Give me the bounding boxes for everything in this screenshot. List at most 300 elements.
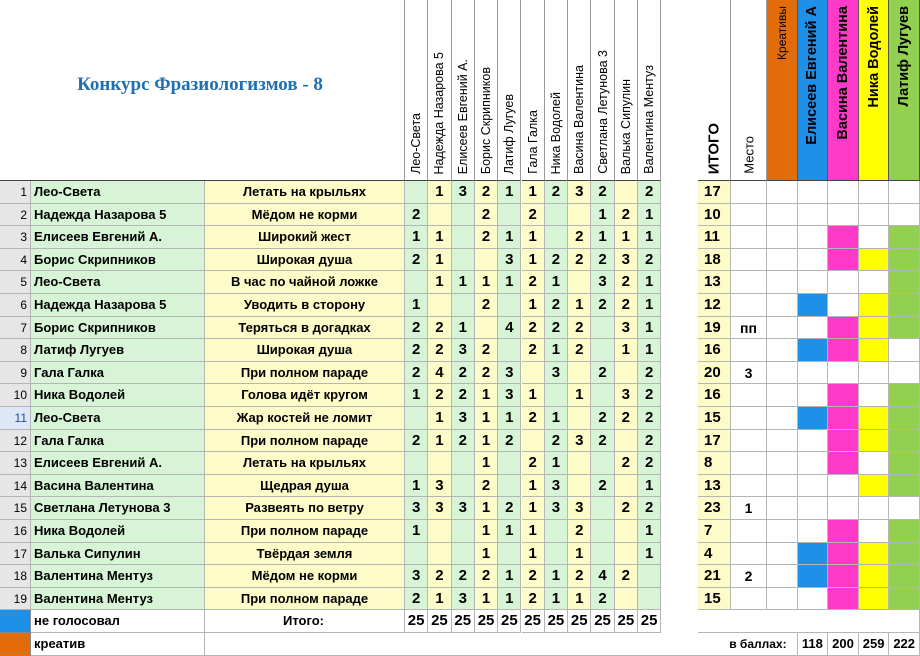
score-cell[interactable]: 1 <box>522 520 545 543</box>
judge-mark-cell[interactable] <box>828 339 859 362</box>
score-cell[interactable]: 3 <box>498 384 521 407</box>
score-cell[interactable]: 2 <box>428 565 451 588</box>
judge-header-5[interactable] <box>889 0 920 181</box>
participant-name[interactable]: Валька Сипулин <box>31 543 205 566</box>
row-number[interactable]: 8 <box>0 339 31 362</box>
score-cell[interactable]: 1 <box>638 204 661 227</box>
score-cell[interactable]: 2 <box>452 430 475 453</box>
judge-mark-cell[interactable] <box>859 294 890 317</box>
score-cell[interactable]: 1 <box>405 384 428 407</box>
judge-mark-cell[interactable] <box>859 430 890 453</box>
row-place[interactable]: пп <box>731 317 767 340</box>
column-header-11[interactable] <box>638 0 661 181</box>
score-cell[interactable] <box>498 294 521 317</box>
score-cell[interactable] <box>522 362 545 385</box>
judge-mark-cell[interactable] <box>889 339 920 362</box>
judge-mark-cell[interactable] <box>828 543 859 566</box>
participant-name[interactable]: Борис Скрипников <box>31 249 205 272</box>
judge-mark-cell[interactable] <box>828 317 859 340</box>
score-cell[interactable] <box>405 452 428 475</box>
score-cell[interactable]: 2 <box>428 317 451 340</box>
judge-mark-cell[interactable] <box>767 339 798 362</box>
score-cell[interactable]: 2 <box>475 565 498 588</box>
judge-mark-cell[interactable] <box>767 181 798 204</box>
score-cell[interactable]: 2 <box>568 226 591 249</box>
score-cell[interactable]: 2 <box>452 565 475 588</box>
judge-mark-cell[interactable] <box>828 226 859 249</box>
judge-mark-cell[interactable] <box>889 362 920 385</box>
score-cell[interactable]: 2 <box>405 204 428 227</box>
score-cell[interactable] <box>428 294 451 317</box>
score-cell[interactable]: 3 <box>568 497 591 520</box>
judge-mark-cell[interactable] <box>767 475 798 498</box>
row-total[interactable]: 12 <box>698 294 731 317</box>
row-place[interactable] <box>731 430 767 453</box>
judge-mark-cell[interactable] <box>859 204 890 227</box>
score-cell[interactable]: 2 <box>522 271 545 294</box>
participant-name[interactable]: Валентина Ментуз <box>31 588 205 611</box>
row-total[interactable]: 18 <box>698 249 731 272</box>
judge-mark-cell[interactable] <box>767 452 798 475</box>
judge-mark-cell[interactable] <box>828 497 859 520</box>
row-number[interactable]: 1 <box>0 181 31 204</box>
score-cell[interactable]: 1 <box>428 407 451 430</box>
judge-mark-cell[interactable] <box>828 475 859 498</box>
score-cell[interactable]: 1 <box>568 543 591 566</box>
row-number[interactable]: 18 <box>0 565 31 588</box>
phraseologism[interactable]: Летать на крыльях <box>205 181 405 204</box>
row-total[interactable]: 16 <box>698 339 731 362</box>
score-cell[interactable]: 3 <box>428 475 451 498</box>
score-cell[interactable] <box>498 339 521 362</box>
phraseologism[interactable]: Голова идёт кругом <box>205 384 405 407</box>
score-cell[interactable]: 1 <box>475 543 498 566</box>
score-cell[interactable]: 2 <box>475 475 498 498</box>
row-number[interactable]: 10 <box>0 384 31 407</box>
row-place[interactable] <box>731 543 767 566</box>
score-cell[interactable]: 2 <box>475 339 498 362</box>
place-header[interactable] <box>731 0 767 181</box>
judge-mark-cell[interactable] <box>859 181 890 204</box>
judge-mark-cell[interactable] <box>828 362 859 385</box>
score-cell[interactable]: 3 <box>498 362 521 385</box>
score-cell[interactable]: 1 <box>498 226 521 249</box>
score-cell[interactable]: 1 <box>568 384 591 407</box>
participant-name[interactable]: Елисеев Евгений А. <box>31 226 205 249</box>
row-total[interactable]: 19 <box>698 317 731 340</box>
participant-name[interactable]: Лео-Света <box>31 407 205 430</box>
score-cell[interactable] <box>591 452 614 475</box>
score-cell[interactable] <box>405 271 428 294</box>
score-cell[interactable]: 2 <box>498 430 521 453</box>
row-place[interactable]: 1 <box>731 497 767 520</box>
score-cell[interactable]: 4 <box>591 565 614 588</box>
judge-mark-cell[interactable] <box>828 204 859 227</box>
score-cell[interactable]: 3 <box>568 430 591 453</box>
judge-mark-cell[interactable] <box>889 543 920 566</box>
judge-mark-cell[interactable] <box>889 497 920 520</box>
score-cell[interactable] <box>428 204 451 227</box>
row-number[interactable]: 6 <box>0 294 31 317</box>
score-cell[interactable]: 4 <box>428 362 451 385</box>
judge-mark-cell[interactable] <box>889 588 920 611</box>
judge-mark-cell[interactable] <box>767 497 798 520</box>
judge-mark-cell[interactable] <box>859 317 890 340</box>
score-cell[interactable] <box>615 362 638 385</box>
judge-mark-cell[interactable] <box>798 543 829 566</box>
score-cell[interactable]: 1 <box>428 249 451 272</box>
judge-mark-cell[interactable] <box>798 362 829 385</box>
score-cell[interactable]: 1 <box>475 407 498 430</box>
score-cell[interactable]: 1 <box>405 226 428 249</box>
judge-mark-cell[interactable] <box>889 565 920 588</box>
phraseologism[interactable]: Широкий жест <box>205 226 405 249</box>
row-place[interactable] <box>731 249 767 272</box>
participant-name[interactable]: Светлана Летунова 3 <box>31 497 205 520</box>
row-total[interactable]: 7 <box>698 520 731 543</box>
judge-mark-cell[interactable] <box>767 271 798 294</box>
judge-mark-cell[interactable] <box>767 543 798 566</box>
judge-mark-cell[interactable] <box>767 249 798 272</box>
score-cell[interactable]: 2 <box>615 294 638 317</box>
judge-mark-cell[interactable] <box>798 475 829 498</box>
judge-mark-cell[interactable] <box>859 226 890 249</box>
score-cell[interactable]: 1 <box>498 181 521 204</box>
participant-name[interactable]: Гала Галка <box>31 362 205 385</box>
score-cell[interactable] <box>405 181 428 204</box>
score-cell[interactable]: 1 <box>615 339 638 362</box>
score-cell[interactable]: 2 <box>591 362 614 385</box>
score-cell[interactable]: 3 <box>452 588 475 611</box>
judge-mark-cell[interactable] <box>828 181 859 204</box>
score-cell[interactable]: 2 <box>522 339 545 362</box>
participant-name[interactable]: Борис Скрипников <box>31 317 205 340</box>
score-cell[interactable]: 2 <box>638 249 661 272</box>
judge-mark-cell[interactable] <box>798 226 829 249</box>
score-cell[interactable] <box>498 475 521 498</box>
score-cell[interactable] <box>615 543 638 566</box>
score-cell[interactable] <box>568 362 591 385</box>
row-total[interactable]: 13 <box>698 271 731 294</box>
score-cell[interactable]: 3 <box>591 271 614 294</box>
phraseologism[interactable]: При полном параде <box>205 520 405 543</box>
score-cell[interactable]: 1 <box>475 497 498 520</box>
score-cell[interactable]: 1 <box>522 384 545 407</box>
phraseologism[interactable]: Теряться в догадках <box>205 317 405 340</box>
score-cell[interactable]: 1 <box>615 226 638 249</box>
judge-mark-cell[interactable] <box>798 430 829 453</box>
score-cell[interactable] <box>475 249 498 272</box>
judge-mark-cell[interactable] <box>859 339 890 362</box>
row-number[interactable]: 13 <box>0 452 31 475</box>
score-cell[interactable]: 1 <box>452 317 475 340</box>
score-cell[interactable]: 1 <box>428 271 451 294</box>
judge-mark-cell[interactable] <box>859 520 890 543</box>
row-number[interactable]: 12 <box>0 430 31 453</box>
judge-mark-cell[interactable] <box>859 249 890 272</box>
score-cell[interactable]: 2 <box>615 407 638 430</box>
score-cell[interactable]: 3 <box>615 249 638 272</box>
score-cell[interactable]: 1 <box>545 271 568 294</box>
judge-mark-cell[interactable] <box>798 407 829 430</box>
row-total[interactable]: 23 <box>698 497 731 520</box>
score-cell[interactable]: 1 <box>638 520 661 543</box>
row-place[interactable] <box>731 271 767 294</box>
judge-mark-cell[interactable] <box>859 452 890 475</box>
phraseologism[interactable]: Мёдом не корми <box>205 565 405 588</box>
score-cell[interactable] <box>591 497 614 520</box>
row-total[interactable]: 8 <box>698 452 731 475</box>
score-cell[interactable]: 2 <box>638 407 661 430</box>
participant-name[interactable]: Латиф Лугуев <box>31 339 205 362</box>
score-cell[interactable]: 1 <box>452 271 475 294</box>
score-cell[interactable]: 2 <box>615 452 638 475</box>
score-cell[interactable] <box>615 588 638 611</box>
score-cell[interactable]: 2 <box>638 430 661 453</box>
score-cell[interactable] <box>405 543 428 566</box>
column-header-8[interactable] <box>568 0 591 181</box>
judge-mark-cell[interactable] <box>798 181 829 204</box>
judge-mark-cell[interactable] <box>798 294 829 317</box>
row-place[interactable] <box>731 294 767 317</box>
judge-mark-cell[interactable] <box>889 452 920 475</box>
judge-mark-cell[interactable] <box>767 588 798 611</box>
row-place[interactable] <box>731 204 767 227</box>
judge-mark-cell[interactable] <box>798 271 829 294</box>
judge-header-4[interactable] <box>859 0 890 181</box>
judge-mark-cell[interactable] <box>889 249 920 272</box>
score-cell[interactable] <box>428 520 451 543</box>
score-cell[interactable]: 3 <box>405 497 428 520</box>
judge-mark-cell[interactable] <box>798 452 829 475</box>
judge-mark-cell[interactable] <box>798 565 829 588</box>
score-cell[interactable]: 2 <box>475 294 498 317</box>
score-cell[interactable] <box>522 430 545 453</box>
score-cell[interactable] <box>638 565 661 588</box>
row-total[interactable]: 4 <box>698 543 731 566</box>
score-cell[interactable] <box>475 317 498 340</box>
score-cell[interactable]: 2 <box>615 565 638 588</box>
score-cell[interactable]: 2 <box>591 430 614 453</box>
column-header-9[interactable] <box>591 0 614 181</box>
phraseologism[interactable]: В час по чайной ложке <box>205 271 405 294</box>
judge-mark-cell[interactable] <box>798 317 829 340</box>
judge-mark-cell[interactable] <box>889 317 920 340</box>
score-cell[interactable] <box>452 520 475 543</box>
judge-mark-cell[interactable] <box>859 565 890 588</box>
score-cell[interactable] <box>428 543 451 566</box>
column-header-5[interactable] <box>498 0 521 181</box>
judge-mark-cell[interactable] <box>859 497 890 520</box>
score-cell[interactable]: 1 <box>591 204 614 227</box>
judge-mark-cell[interactable] <box>828 430 859 453</box>
judge-mark-cell[interactable] <box>859 588 890 611</box>
score-cell[interactable] <box>591 384 614 407</box>
score-cell[interactable] <box>545 543 568 566</box>
judge-mark-cell[interactable] <box>828 588 859 611</box>
score-cell[interactable]: 1 <box>522 497 545 520</box>
score-cell[interactable]: 2 <box>452 362 475 385</box>
row-place[interactable] <box>731 339 767 362</box>
score-cell[interactable]: 1 <box>498 271 521 294</box>
participant-name[interactable]: Ника Водолей <box>31 520 205 543</box>
judge-mark-cell[interactable] <box>767 317 798 340</box>
score-cell[interactable]: 4 <box>498 317 521 340</box>
score-cell[interactable] <box>545 384 568 407</box>
score-cell[interactable]: 2 <box>591 588 614 611</box>
judge-mark-cell[interactable] <box>889 204 920 227</box>
score-cell[interactable]: 3 <box>405 565 428 588</box>
score-cell[interactable]: 1 <box>428 226 451 249</box>
score-cell[interactable]: 3 <box>615 384 638 407</box>
score-cell[interactable] <box>615 181 638 204</box>
score-cell[interactable]: 2 <box>638 181 661 204</box>
participant-name[interactable]: Лео-Света <box>31 271 205 294</box>
score-cell[interactable]: 2 <box>405 317 428 340</box>
score-cell[interactable] <box>638 588 661 611</box>
score-cell[interactable] <box>452 204 475 227</box>
row-number[interactable]: 19 <box>0 588 31 611</box>
score-cell[interactable]: 1 <box>405 475 428 498</box>
row-total[interactable]: 17 <box>698 181 731 204</box>
judge-mark-cell[interactable] <box>859 384 890 407</box>
score-cell[interactable]: 1 <box>405 294 428 317</box>
score-cell[interactable]: 1 <box>522 181 545 204</box>
judge-mark-cell[interactable] <box>889 271 920 294</box>
score-cell[interactable] <box>591 317 614 340</box>
row-total[interactable]: 17 <box>698 430 731 453</box>
score-cell[interactable] <box>498 204 521 227</box>
score-cell[interactable]: 2 <box>475 362 498 385</box>
judge-mark-cell[interactable] <box>889 384 920 407</box>
score-cell[interactable]: 2 <box>475 226 498 249</box>
judge-mark-cell[interactable] <box>859 407 890 430</box>
score-cell[interactable]: 2 <box>405 430 428 453</box>
score-cell[interactable]: 2 <box>522 407 545 430</box>
judge-mark-cell[interactable] <box>798 520 829 543</box>
score-cell[interactable]: 1 <box>428 430 451 453</box>
judge-mark-cell[interactable] <box>828 452 859 475</box>
score-cell[interactable]: 3 <box>545 497 568 520</box>
row-number[interactable]: 4 <box>0 249 31 272</box>
phraseologism[interactable]: Твёрдая земля <box>205 543 405 566</box>
score-cell[interactable]: 1 <box>522 226 545 249</box>
participant-name[interactable]: Надежда Назарова 5 <box>31 294 205 317</box>
score-cell[interactable] <box>452 226 475 249</box>
participant-name[interactable]: Елисеев Евгений А. <box>31 452 205 475</box>
participant-name[interactable]: Гала Галка <box>31 430 205 453</box>
score-cell[interactable] <box>452 294 475 317</box>
judge-mark-cell[interactable] <box>767 565 798 588</box>
score-cell[interactable]: 2 <box>591 475 614 498</box>
judge-mark-cell[interactable] <box>767 362 798 385</box>
score-cell[interactable]: 1 <box>545 407 568 430</box>
score-cell[interactable]: 1 <box>475 384 498 407</box>
score-cell[interactable]: 1 <box>428 181 451 204</box>
judge-mark-cell[interactable] <box>889 181 920 204</box>
row-place[interactable] <box>731 475 767 498</box>
row-place[interactable] <box>731 181 767 204</box>
score-cell[interactable]: 1 <box>591 226 614 249</box>
score-cell[interactable]: 2 <box>452 384 475 407</box>
score-cell[interactable]: 2 <box>638 497 661 520</box>
row-number[interactable]: 2 <box>0 204 31 227</box>
score-cell[interactable]: 2 <box>428 339 451 362</box>
score-cell[interactable]: 1 <box>475 520 498 543</box>
judge-mark-cell[interactable] <box>798 497 829 520</box>
score-cell[interactable]: 2 <box>568 317 591 340</box>
score-cell[interactable]: 3 <box>545 475 568 498</box>
row-number[interactable]: 14 <box>0 475 31 498</box>
judge-header-1[interactable] <box>767 0 798 181</box>
participant-name[interactable]: Лео-Света <box>31 181 205 204</box>
score-cell[interactable] <box>498 452 521 475</box>
judge-mark-cell[interactable] <box>798 384 829 407</box>
judge-mark-cell[interactable] <box>859 271 890 294</box>
score-cell[interactable]: 1 <box>522 543 545 566</box>
judge-mark-cell[interactable] <box>889 475 920 498</box>
judge-mark-cell[interactable] <box>828 294 859 317</box>
row-place[interactable] <box>731 452 767 475</box>
score-cell[interactable]: 2 <box>615 271 638 294</box>
phraseologism[interactable]: Развеять по ветру <box>205 497 405 520</box>
score-cell[interactable]: 1 <box>522 249 545 272</box>
judge-mark-cell[interactable] <box>828 271 859 294</box>
score-cell[interactable]: 2 <box>405 339 428 362</box>
row-place[interactable] <box>731 407 767 430</box>
judge-mark-cell[interactable] <box>828 407 859 430</box>
score-cell[interactable]: 3 <box>615 317 638 340</box>
row-total[interactable]: 15 <box>698 588 731 611</box>
score-cell[interactable]: 2 <box>638 384 661 407</box>
score-cell[interactable]: 2 <box>591 181 614 204</box>
row-place[interactable] <box>731 384 767 407</box>
score-cell[interactable]: 1 <box>498 565 521 588</box>
score-cell[interactable]: 2 <box>545 430 568 453</box>
score-cell[interactable] <box>568 271 591 294</box>
row-number[interactable]: 17 <box>0 543 31 566</box>
judge-mark-cell[interactable] <box>767 294 798 317</box>
score-cell[interactable] <box>591 520 614 543</box>
score-cell[interactable]: 1 <box>475 430 498 453</box>
score-cell[interactable] <box>452 543 475 566</box>
score-cell[interactable] <box>428 452 451 475</box>
row-place[interactable] <box>731 588 767 611</box>
judge-mark-cell[interactable] <box>889 520 920 543</box>
score-cell[interactable]: 1 <box>475 452 498 475</box>
judge-mark-cell[interactable] <box>767 430 798 453</box>
score-cell[interactable]: 2 <box>568 339 591 362</box>
row-number[interactable]: 11 <box>0 407 31 430</box>
score-cell[interactable] <box>591 339 614 362</box>
phraseologism[interactable]: При полном параде <box>205 430 405 453</box>
column-header-7[interactable] <box>545 0 568 181</box>
judge-mark-cell[interactable] <box>767 384 798 407</box>
score-cell[interactable]: 2 <box>568 249 591 272</box>
score-cell[interactable] <box>568 452 591 475</box>
row-place[interactable] <box>731 226 767 249</box>
judge-mark-cell[interactable] <box>767 520 798 543</box>
score-cell[interactable]: 1 <box>498 520 521 543</box>
row-number[interactable]: 5 <box>0 271 31 294</box>
score-cell[interactable]: 3 <box>568 181 591 204</box>
row-total[interactable]: 10 <box>698 204 731 227</box>
score-cell[interactable]: 1 <box>498 407 521 430</box>
row-place[interactable]: 3 <box>731 362 767 385</box>
judge-mark-cell[interactable] <box>767 226 798 249</box>
score-cell[interactable] <box>452 249 475 272</box>
judge-mark-cell[interactable] <box>767 204 798 227</box>
